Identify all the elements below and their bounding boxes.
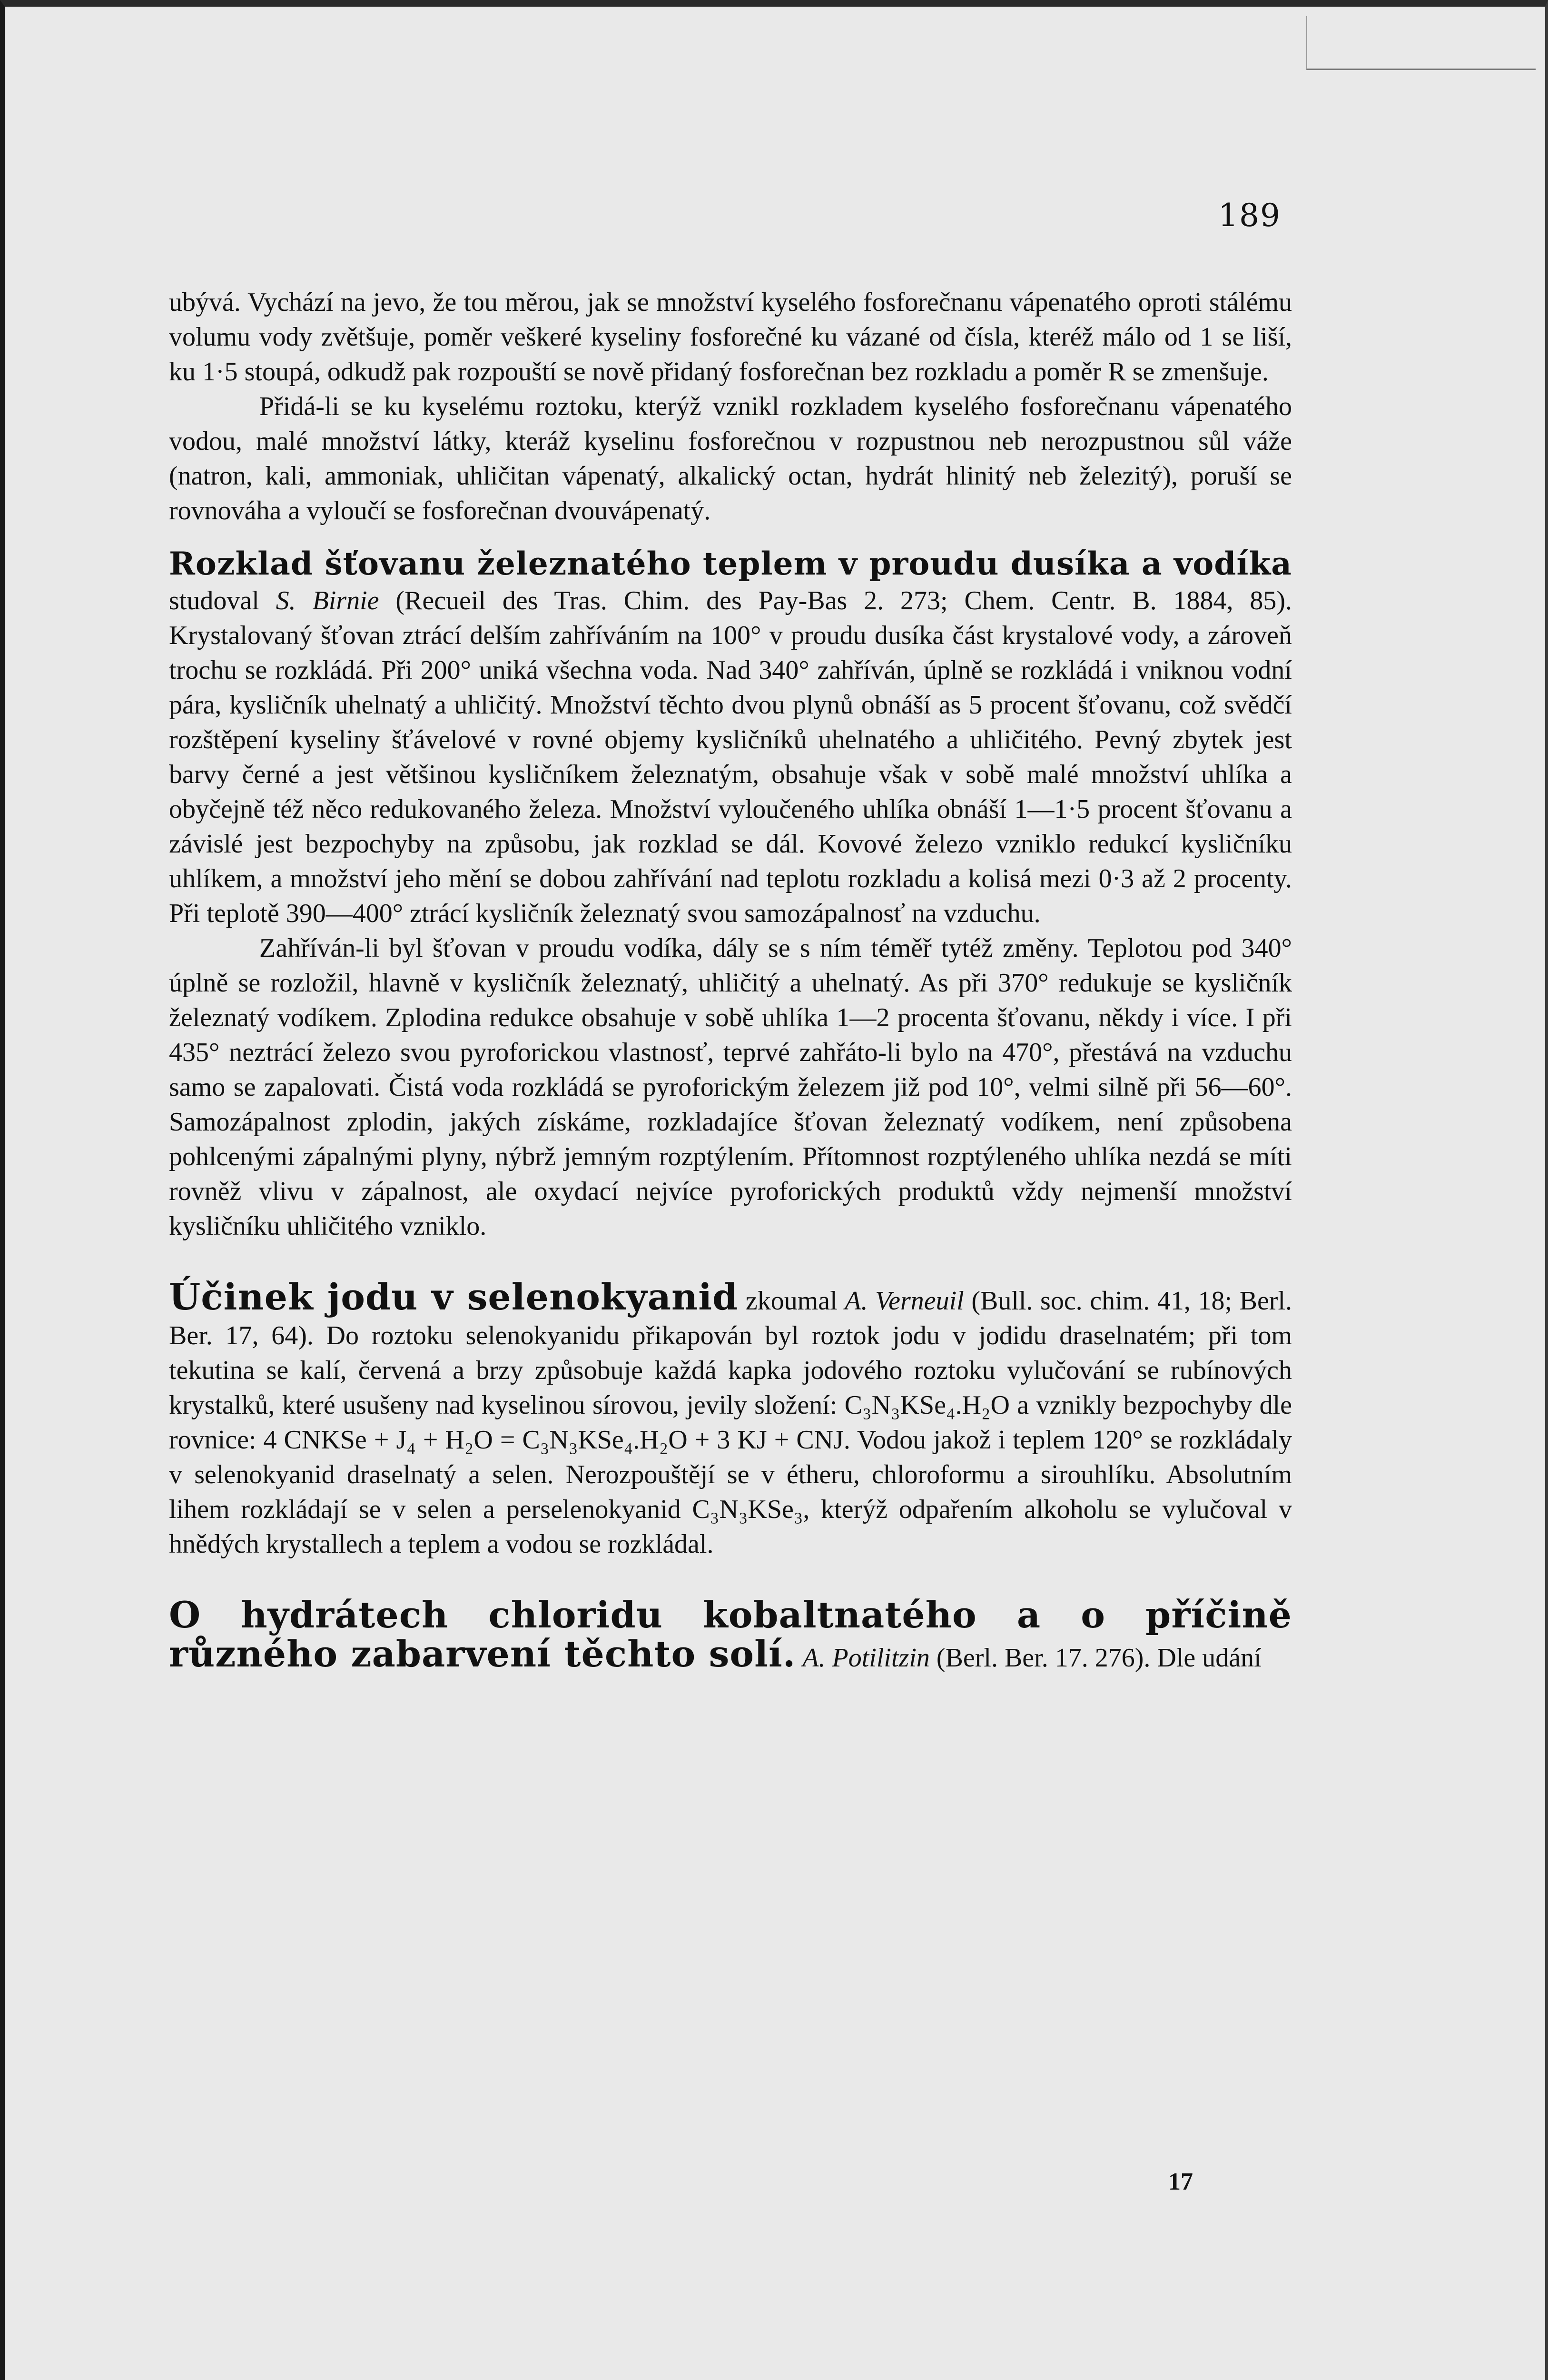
- article-author: S. Birnie: [276, 586, 379, 615]
- scan-edge-mark: [1306, 16, 1536, 70]
- article-body: (Recueil des Tras. Chim. des Pay-Bas 2. 273; Chem. Centr. B. 1884, 85). Krystalovaný šťovan ztrácí delším zahříváním na 100° v proudu dusíka část krystalové vody, a zároveň trochu se rozkládá. Při 200° uniká všechna voda. Nad 340° zahříván, úplně se rozkládá i vniknou vodní pára, kysličník uhelnatý a uhličitý. Množství těchto dvou plynů obnáší as 5 procent šťovanu, což svědčí rozštěpení kyseliny šťávelové v rovné objemy kysličníků uhelnatého a uhličitého. Pevný zbytek jest barvy černé a jest většinou kysličníkem železnatým, obsahuje však v sobě malé množství uhlíka a obyčejně též něco redukovaného železa. Množství vyloučeného uhlíka obnáší 1—1·5 procent šťovanu a závislé jest bezpochyby na způsobu, jak rozklad se dál. Kovové železo vzniklo redukcí kysličníku uhlíkem, a množství jeho mění se dobou zahřívání nad teplotu rozkladu a kolisá mezi 0·3 až 2 procenty. Při teplotě 390—400° ztrácí kysličník železnatý svou samozápalnosť na vzduchu.: [169, 586, 1292, 928]
- article-heading: Účinek jodu v selenokyanid: [169, 1276, 739, 1318]
- article-body: (Berl. Ber. 17. 276). Dle udání: [929, 1643, 1262, 1673]
- page-number: 189: [1218, 197, 1281, 234]
- paragraph-continued: ubývá. Vychází na jevo, že tou měrou, jak se množství kyselého fosforečnanu vápenatého oproti stálému volumu vody zvětšuje, poměr veškeré kyseliny fosforečné ku vázané od čísla, kteréž málo od 1 se liší, ku 1·5 stoupá, odkudž pak rozpouští se nově přidaný fosforečnan bez rozkladu a poměr R se zmenšuje.: [169, 288, 1292, 387]
- article-intro: zkoumal: [738, 1286, 845, 1316]
- printer-signature-mark: 17: [1168, 2168, 1193, 2195]
- article-intro: studoval: [169, 586, 276, 615]
- article-intro: [796, 1643, 802, 1673]
- article-cobalt-chloride-hydrates: [169, 1594, 1292, 1676]
- article-author: A. Verneuil: [845, 1286, 964, 1316]
- paragraph-hydrogen-decomposition: Zahříván-li byl šťovan v proudu vodíka, dály se s ním téměř tytéž změny. Teplotou pod 340° úplně se rozložil, hlavně v kysličník železnatý, uhličitý a uhelnatý. As při 370° redukuje se kysličník železnatý vodíkem. Zplodina redukce obsahuje v sobě uhlíka 1—2 procenta šťovanu, někdy i více. I při 435° neztrácí železo svou pyroforickou vlastnosť, teprvé zahřáto-li bylo na 470°, přestává na vzduchu samo se zapalovati. Čistá voda rozkládá se pyroforickým železem již pod 10°, velmi silně při 56—60°. Samozápalnost zplodin, jakých získáme, rozkladajíce šťovan železnatý vodíkem, není způsobena pohlcenými zápalnými plyny, nýbrž jemným rozptýlením. Přítomnost rozptýleného uhlíka nezdá se míti rovněž vlivu v zápalnost, ale oxydací nejvíce pyroforických produktů vždy nejmenší množství kysličníku uhličitého vzniklo.: [169, 933, 1292, 1241]
- article-iodine-selenocyanide: [169, 1276, 1292, 1562]
- article-body: (Bull. soc. chim. 41, 18; Berl. Ber. 17, 64). Do roztoku selenokyanidu přikapován byl roztok jodu v jodidu draselnatém; při tom tekutina se kalí, červená a brzy způsobuje každá kapka jodového roztoku vylučování se rubínových krystalků, které usušeny nad kyselinou sírovou, jevily složení: C₃N₃KSe₄.H₂O a vznikly bezpochyby dle rovnice: 4 CNKSe + J₄ + H₂O = C₃N₃KSe₄.H₂O + 3 KJ + CNJ. Vodou jakož i teplem 120° se rozkládaly v selenokyanid draselnatý a selen. Nerozpouštějí se v étheru, chloroformu a sirouhlíku. Absolutním lihem rozkládají se v selen a perselenokyanid C₃N₃KSe₃, kterýž odpařením alkoholu se vylučoval v hnědých krystallech a teplem a vodou se rozkládal.: [169, 1286, 1292, 1559]
- page-body: [169, 285, 1292, 1676]
- article-oxalate-decomposition: [169, 546, 1292, 931]
- article-heading: Rozklad šťovanu železnatého teplem v proudu dusíka a vodíka: [169, 545, 1292, 582]
- article-heading: O hydrátech chloridu kobaltnatého a o příčině různého zabarvení těchto solí.: [169, 1594, 1292, 1675]
- paragraph-phosphate-equilibrium: Přidá-li se ku kyselému roztoku, kterýž vznikl rozkladem kyselého fosforečnanu vápenatého vodou, malé množství látky, kteráž kyselinu fosforečnou v rozpustnou neb nerozpustnou sůl váže (natron, kali, ammoniak, uhličitan vápenatý, alkalický octan, hydrát hlinitý neb železitý), poruší se rovnováha a vyloučí se fosforečnan dvouvápenatý.: [169, 392, 1292, 526]
- article-author: A. Potilitzin: [802, 1643, 930, 1673]
